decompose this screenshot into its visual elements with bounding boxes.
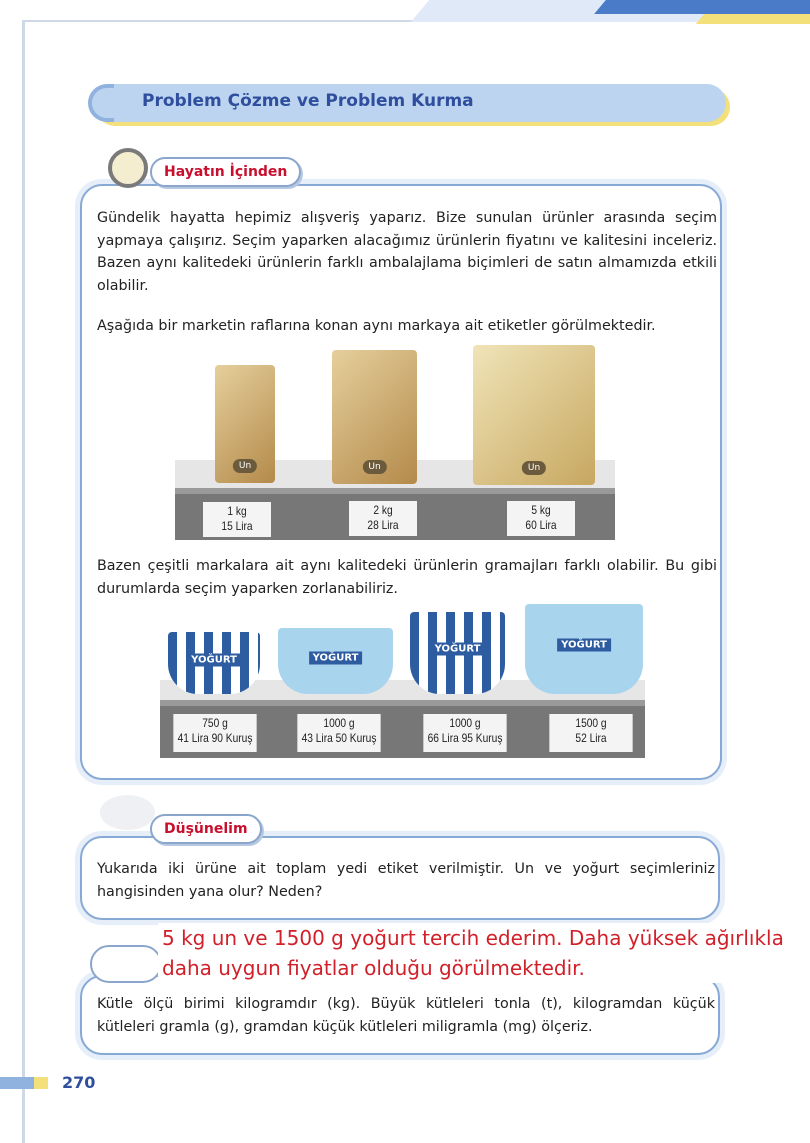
yogurt-shelf: [160, 700, 645, 758]
intro-paragraph: Gündelik hayatta hepimiz alışveriş yaparız. Bize sunulan ürünler arasında seçim yapmaya çalışırız. Seçim yaparken alacağımız ürünlerin fiyatını ve kalitesini inceleriz. Bazen aynı kalitedeki ürünlerin farklı ambalajlama biçimleri de satın almamızda etkili olabilir.: [97, 210, 717, 294]
info-text: Kütle ölçü birimi kilogramdır (kg). Büyük kütleleri tonla (t), kilogramdan küçük kütleleri gramla (g), gramdan küçük kütleleri miligramla (mg) ölçeriz.: [97, 996, 715, 1035]
flour-bag-small: Un: [215, 365, 275, 483]
flour-bag-large: Un: [473, 345, 595, 485]
section-label-hayatin-icinden: Hayatın İçinden: [150, 157, 301, 187]
page-border-line: [22, 22, 25, 1143]
price-tag: 1000 g 43 Lira 50 Kuruş: [297, 714, 380, 752]
yogurt-cup: YOĞURT: [410, 612, 505, 694]
question-text: Yukarıda iki ürüne ait toplam yedi etiket verilmiştir. Un ve yoğurt seçimleriniz hangisinden yana olur? Neden?: [97, 861, 715, 900]
price-tag: 5 kg 60 Lira: [507, 501, 575, 536]
price-tag: 1500 g 52 Lira: [549, 714, 632, 752]
yogurt-intro-text: Bazen çeşitli markalara ait aynı kalitedeki ürünlerin gramajları farklı olabilir. Bu gibi durumlarda seçim yaparken zorlanabiliriz.: [97, 558, 717, 597]
page-number: 270: [62, 1073, 96, 1092]
price-tag: 1 kg 15 Lira: [203, 502, 271, 537]
flour-bag-medium: Un: [332, 350, 417, 484]
price-tag: 2 kg 28 Lira: [349, 501, 417, 536]
page-border-line: [22, 20, 442, 22]
price-tag: 750 g 41 Lira 90 Kuruş: [173, 714, 256, 752]
decor-stripe: [696, 14, 810, 24]
flour-shelf: [175, 488, 615, 540]
price-tag: 1000 g 66 Lira 95 Kuruş: [423, 714, 506, 752]
flour-intro-text: Aşağıda bir marketin raflarına konan aynı markaya ait etiketler görülmektedir.: [97, 318, 656, 334]
gears-icon: [100, 795, 155, 830]
decor-stripe: [594, 0, 810, 14]
yogurt-cup: YOĞURT: [278, 628, 393, 694]
cloud-icon: [90, 945, 162, 983]
footer-bar: [34, 1077, 48, 1089]
footer-bar: [0, 1077, 34, 1089]
handwritten-answer: 5 kg un ve 1500 g yoğurt tercih ederim. Daha yüksek ağırlıkla daha uygun fiyatlar olduğu görülmektedir.: [158, 923, 788, 983]
yogurt-cup: YOĞURT: [168, 632, 260, 694]
yogurt-cup: YOĞURT: [525, 604, 643, 694]
section-label-dusunelim: Düşünelim: [150, 814, 262, 844]
section-header: [92, 84, 726, 122]
magnifier-icon: [108, 148, 148, 188]
page-title: Problem Çözme ve Problem Kurma: [142, 91, 474, 111]
